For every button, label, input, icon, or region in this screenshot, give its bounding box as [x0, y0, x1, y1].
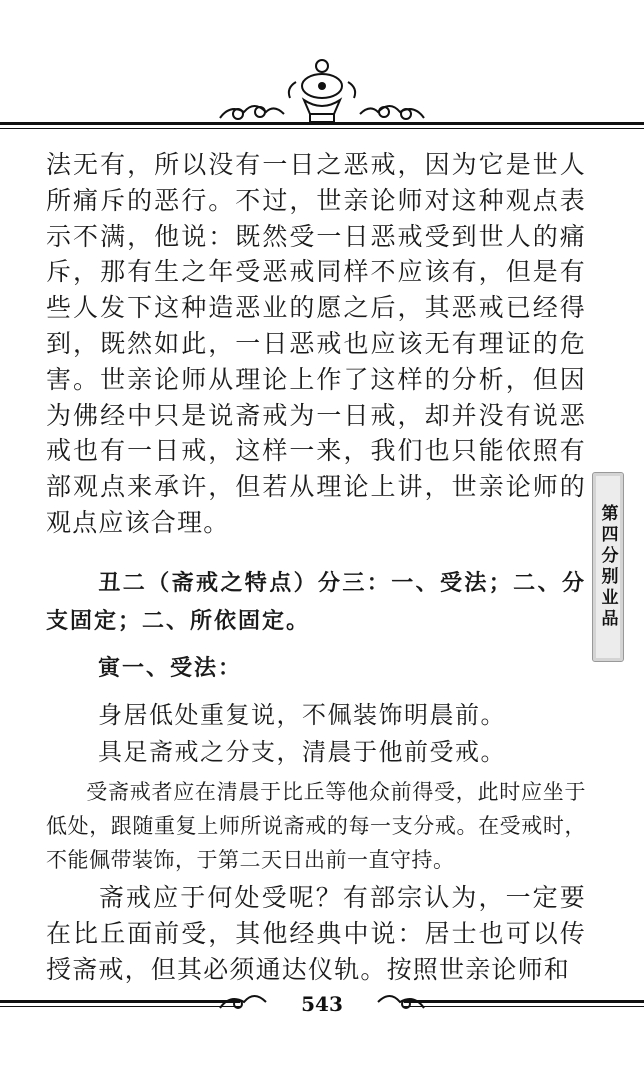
section-heading-2: [46, 651, 586, 687]
dharma-wheel-ornament-icon: [200, 52, 444, 132]
verse-line-1-text: 身居低处重复说，不佩装饰明晨前。: [98, 701, 506, 729]
section-heading-2-text: 寅一、受法：: [98, 656, 243, 681]
chapter-side-tab-label: 第四分别业品: [597, 504, 618, 630]
paragraph-3: [46, 880, 586, 987]
section-heading-1-text: 丑二（斋戒之特点）分三：一、受法；二、分支固定；二、所依固定。: [46, 571, 586, 634]
verse-line-2: [46, 734, 586, 771]
paragraph-3-text: 斋戒应于何处受呢？有部宗认为，一定要在比丘面前受，其他经典中说：居士也可以传授斋戒，但其必须通达仪轨。按照世亲论师和: [46, 883, 586, 984]
verse-line-2-text: 具足斋戒之分支，清晨于他前受戒。: [98, 738, 506, 766]
section-heading-1: [46, 565, 586, 641]
verse-line-1: [46, 697, 586, 734]
chapter-side-tab: [592, 472, 624, 662]
paragraph-2: [46, 775, 586, 877]
paragraph-1: 法无有，所以没有一日之恶戒，因为它是世人所痛斥的恶行。不过，世亲论师对这种观点表示不满，他说：既然受一日恶戒受到世人的痛斥，那有生之年受恶戒同样不应该有，但是有些人发下这种造恶业的愿之后，其恶戒已经得到，既然如此，一日恶戒也应该无有理证的危害。世亲论师从理论上作了这样的分析，但因为佛经中只是说斋戒为一日戒，却并没有说恶戒也有一日戒，这样一来，我们也只能依照有部观点来承许，但若从理论上讲，世亲论师的观点应该合理。: [46, 150, 586, 537]
paragraph-2-text: 受斋戒者应在清晨于比丘等他众前得受，此时应坐于低处，跟随重复上师所说斋戒的每一支分戒。在受戒时，不能佩带装饰，于第二天日出前一直守持。: [46, 780, 586, 872]
page-number: 543: [301, 992, 343, 1016]
